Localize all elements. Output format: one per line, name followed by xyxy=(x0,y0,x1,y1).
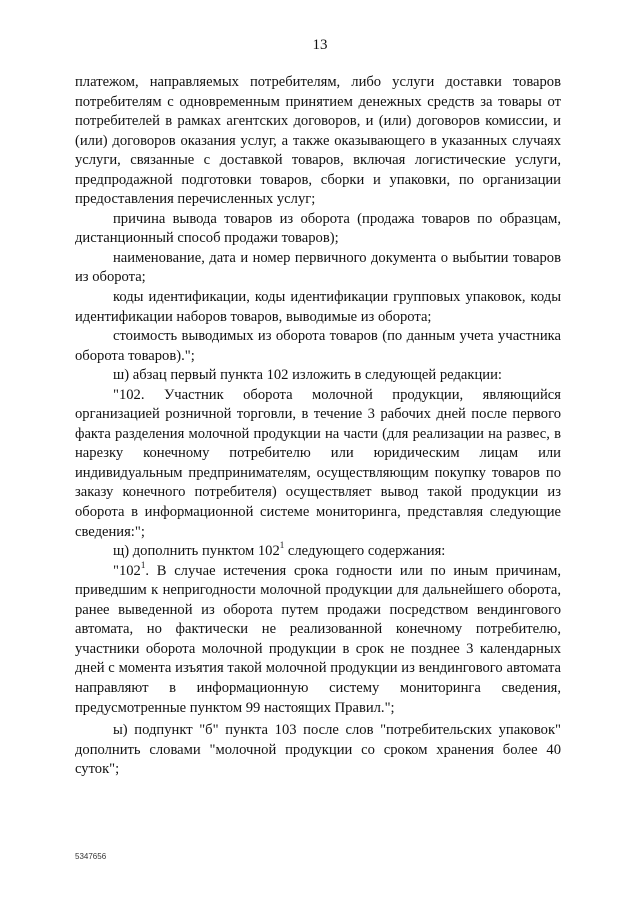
paragraph-withdrawal-reason: причина вывода товаров из оборота (продажа товаров по образцам, дистанционный способ продажи товаров); xyxy=(75,210,561,247)
superscript: 1 xyxy=(140,559,146,570)
document-code: 5347656 xyxy=(75,852,107,861)
paragraph-sh-amendment: ш) абзац первый пункта 102 изложить в следующей редакции: xyxy=(113,367,502,384)
paragraph-primary-document: наименование, дата и номер первичного документа о выбытии товаров из оборота; xyxy=(75,249,561,286)
text-segment: следующего содержания: xyxy=(284,543,446,560)
paragraph-continuation: платежом, направляемых потребителям, либо услуги доставки товаров потребителям с одновременным принятием денежных средств за товары от потребителей в рамках агентских договоров, и (или) договоров комиссии, и (или) договоров оказания услуг, а также оказывающего в указанных случаях услуги, связанные с доставкой товаров, включая логистические услуги, предпродажной подготовки товаров, сборки и упаковки, по организации предоставления перечисленных услуг; xyxy=(75,74,561,208)
document-body xyxy=(75,73,561,780)
paragraph-cost: стоимость выводимых из оборота товаров (по данным учета участника оборота товаров)."; xyxy=(75,328,561,364)
text-segment: "102 xyxy=(113,562,141,579)
text-segment: . В случае истечения срока годности или по иным причинам, приведшим к непригодности молочной продукции для дальнейшего оборота, ранее выведенной из оборота путем продажи посредством вендингового автомата, но фактически не реализованной конечному потребителю, участники оборота молочной продукции в срок не позднее 3 календарных дней с момента изъятия такой молочной продукции из вендингового автомата направляют в информационную систему мониторинга сведения, предусмотренные пунктом 99 настоящих Правил."; xyxy=(75,562,561,716)
text-segment: щ) дополнить пунктом 102 xyxy=(113,543,280,560)
paragraph-identification-codes: коды идентификации, коды идентификации групповых упаковок, коды идентификации наборов товаров, выводимые из оборота; xyxy=(75,289,561,325)
page-number: 13 xyxy=(312,37,328,53)
paragraph-clause-102: "102. Участник оборота молочной продукции, являющийся организацией розничной торговли, в течение 3 рабочих дней после первого факта разделения молочной продукции на части (для реализации на развес, в нарезку конечному потребителю или юридическим лицам или индивидуальным предпринимателям, осуществляющим покупку товаров по заказу конечного потребителя) осуществляет вывод такой продукции из оборота в информационной системе мониторинга, представляя следующие сведения:"; xyxy=(75,386,561,540)
paragraph-clause-102-1 xyxy=(75,559,561,718)
superscript: 1 xyxy=(279,540,285,551)
paragraph-shch-amendment xyxy=(75,542,561,562)
paragraph-y-amendment: ы) подпункт "б" пункта 103 после слов "потребительских упаковок" дополнить словами "молочной продукции со сроком хранения более 40 суток"; xyxy=(75,722,561,778)
